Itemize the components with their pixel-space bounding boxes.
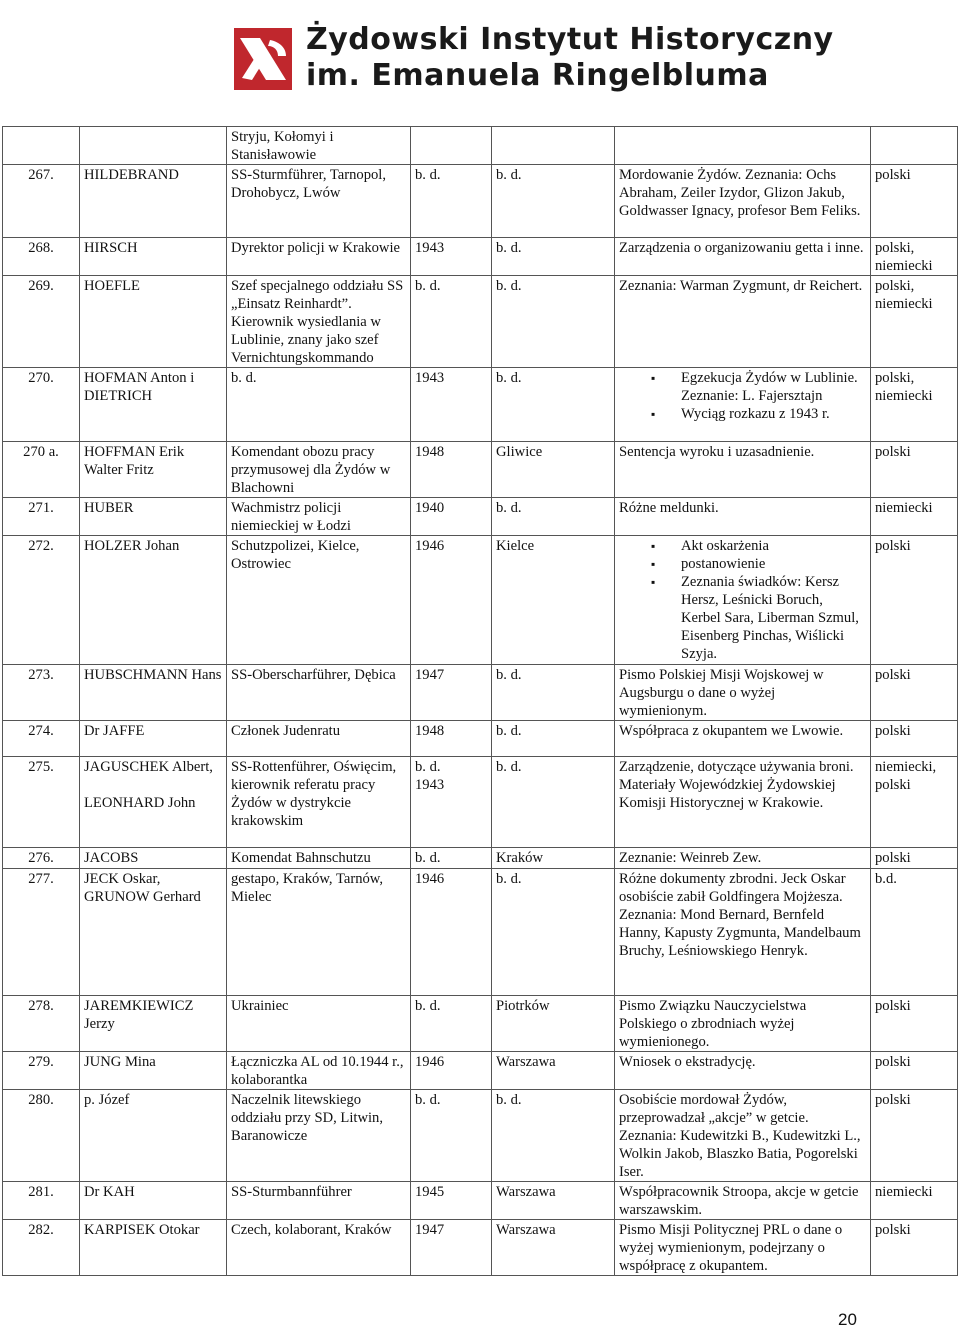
record-date: b. d. [411, 276, 492, 368]
record-date: 1948 [411, 442, 492, 498]
person-function: SS-Sturmführer, Tarnopol, Drohobycz, Lwów [227, 165, 411, 238]
person-name: JAREMKIEWICZ Jerzy [80, 996, 227, 1052]
record-place: Kielce [492, 536, 615, 665]
record-place [492, 127, 615, 165]
record-language: polski [871, 536, 958, 665]
record-place: b. d. [492, 1090, 615, 1182]
record-description-1: Różne dokumenty zbrodni. Jeck Oskar osobiście zabił Goldfingera Mojżesza. [619, 871, 846, 905]
record-place: b. d. [492, 498, 615, 536]
record-date: 1946 [411, 869, 492, 996]
record-description-1: Zarządzenie, dotyczące używania broni. [619, 759, 854, 775]
table-row [3, 238, 958, 276]
record-number: 274. [3, 721, 80, 757]
table-row [3, 757, 958, 848]
record-language: polski [871, 996, 958, 1052]
table-row [3, 1182, 958, 1220]
record-place: Warszawa [492, 1220, 615, 1276]
person-name: HUBSCHMANN Hans [80, 665, 227, 721]
record-description-2: Zeznania: Mond Bernard, Bernfeld Hanny, Kapusty Zygmunta, Mandelbaum Bruchy, Leśniowskiego Henryk. [619, 907, 861, 959]
record-place: Kraków [492, 848, 615, 869]
record-date: 1947 [411, 1220, 492, 1276]
record-description: Wniosek o ekstradycję. [615, 1052, 871, 1090]
record-description: Mordowanie Żydów. Zeznania: Ochs Abraham, Zeiler Izydor, Glizon Jakub, Goldwasser Ignacy, profesor Bem Feliks. [615, 165, 871, 238]
record-language: polski [871, 1090, 958, 1182]
record-language [871, 127, 958, 165]
record-description: Pismo Polskiej Misji Wojskowej w Augsburgu o dane o wyżej wymienionym. [615, 665, 871, 721]
record-place: b. d. [492, 165, 615, 238]
record-language: niemiecki [871, 498, 958, 536]
record-date: 1947 [411, 665, 492, 721]
record-language: polski, niemiecki [871, 238, 958, 276]
record-language: polski [871, 665, 958, 721]
archive-table [2, 126, 957, 1276]
person-function: Członek Judenratu [227, 721, 411, 757]
record-date: b. d. [411, 1090, 492, 1182]
record-language: polski, niemiecki [871, 276, 958, 368]
table-row [3, 165, 958, 238]
record-number: 279. [3, 1052, 80, 1090]
person-name: HOEFLE [80, 276, 227, 368]
list-item: ▪ Wyciąg rozkazu z 1943 r. [681, 405, 866, 423]
record-place: b. d. [492, 757, 615, 848]
record-number: 278. [3, 996, 80, 1052]
record-language: polski [871, 1052, 958, 1090]
record-language: polski [871, 442, 958, 498]
person-name: Dr KAH [80, 1182, 227, 1220]
record-description: Pismo Związku Nauczycielstwa Polskiego o zbrodniach wyżej wymienionego. [615, 996, 871, 1052]
table-row [3, 127, 958, 165]
record-number: 270. [3, 368, 80, 442]
record-language: polski [871, 165, 958, 238]
table-row [3, 498, 958, 536]
person-function: gestapo, Kraków, Tarnów, Mielec [227, 869, 411, 996]
record-place: b. d. [492, 238, 615, 276]
person-name: JUNG Mina [80, 1052, 227, 1090]
person-name: HOFFMAN Erik Walter Fritz [80, 442, 227, 498]
table-row [3, 721, 958, 757]
record-number: 271. [3, 498, 80, 536]
record-description: Zeznanie: Weinreb Zew. [615, 848, 871, 869]
record-place: Gliwice [492, 442, 615, 498]
person-function: Łączniczka AL od 10.1944 r., kolaborantka [227, 1052, 411, 1090]
record-description [615, 127, 871, 165]
record-number: 276. [3, 848, 80, 869]
person-name-1: JAGUSCHEK Albert, [84, 759, 213, 775]
record-number: 277. [3, 869, 80, 996]
table-row [3, 536, 958, 665]
record-description: Zarządzenia o organizowaniu getta i inne. [615, 238, 871, 276]
list-item: ▪ Akt oskarżenia [681, 537, 866, 555]
record-description: Różne meldunki. [615, 498, 871, 536]
person-function: Komendant obozu pracy przymusowej dla Żydów w Blachowni [227, 442, 411, 498]
person-name: HILDEBRAND [80, 165, 227, 238]
person-name: KARPISEK Otokar [80, 1220, 227, 1276]
table-row [3, 1220, 958, 1276]
person-name-2: LEONHARD John [84, 795, 196, 811]
table-row [3, 276, 958, 368]
record-number: 282. [3, 1220, 80, 1276]
person-name: JACOBS [80, 848, 227, 869]
person-function: Dyrektor policji w Krakowie [227, 238, 411, 276]
person-function: Stryju, Kołomyi i Stanisławowie [227, 127, 411, 165]
record-date: b. d. [411, 165, 492, 238]
table-row [3, 442, 958, 498]
record-description: Współpracownik Stroopa, akcje w getcie warszawskim. [615, 1182, 871, 1220]
list-item: ▪ Egzekucja Żydów w Lublinie. Zeznanie: L. Fajersztajn [681, 369, 866, 405]
record-date: 1946 [411, 536, 492, 665]
record-date: b. d. [411, 848, 492, 869]
table-row [3, 869, 958, 996]
record-number: 275. [3, 757, 80, 848]
record-description-2: Materiały Wojewódzkiej Żydowskiej Komisji Historycznej w Krakowie. [619, 777, 836, 811]
record-place: b. d. [492, 869, 615, 996]
record-number [3, 127, 80, 165]
institute-name: Żydowski Instytut Historyczny [306, 22, 834, 57]
record-description [615, 869, 871, 996]
person-function: Naczelnik litewskiego oddziału przy SD, Litwin, Baranowicze [227, 1090, 411, 1182]
record-number: 269. [3, 276, 80, 368]
record-number: 281. [3, 1182, 80, 1220]
record-date [411, 757, 492, 848]
list-item: ▪ Zeznania świadków: Kersz Hersz, Leśnicki Boruch, Kerbel Sara, Liberman Szmul, Eisenberg Pinchas, Wiślicki Szyja. [681, 573, 866, 663]
person-function: Szef specjalnego oddziału SS „Einsatz Reinhardt”. Kierownik wysiedlania w Lublinie, znany jako szef Vernichtungskommando [227, 276, 411, 368]
record-description [615, 757, 871, 848]
table-row [3, 665, 958, 721]
record-description: Sentencja wyroku i uzasadnienie. [615, 442, 871, 498]
person-function: SS-Rottenführer, Oświęcim, kierownik referatu pracy Żydów w dystrykcie krakowskim [227, 757, 411, 848]
person-function: Wachmistrz policji niemieckiej w Łodzi [227, 498, 411, 536]
record-place: b. d. [492, 721, 615, 757]
record-place: b. d. [492, 368, 615, 442]
list-item: ▪ postanowienie [681, 555, 866, 573]
record-date: 1945 [411, 1182, 492, 1220]
person-name [80, 127, 227, 165]
person-name: HIRSCH [80, 238, 227, 276]
record-description [615, 536, 871, 665]
person-function: SS-Oberscharführer, Dębica [227, 665, 411, 721]
record-number: 267. [3, 165, 80, 238]
record-language: polski [871, 721, 958, 757]
record-place: Warszawa [492, 1052, 615, 1090]
person-name: HOLZER Johan [80, 536, 227, 665]
person-name: p. Józef [80, 1090, 227, 1182]
record-language: b.d. [871, 869, 958, 996]
page-number: 20 [838, 1310, 857, 1329]
record-description: Osobiście mordował Żydów, przeprowadzał „akcje” w getcie. Zeznania: Kudewitzki B., Kudewitzki L., Wolkin Jakob, Blaszko Batia, Pogorelski Iser. [615, 1090, 871, 1182]
record-date-2: 1943 [415, 777, 445, 793]
record-date [411, 127, 492, 165]
record-language: niemiecki, polski [871, 757, 958, 848]
person-name: HOFMAN Anton i DIETRICH [80, 368, 227, 442]
record-place: Warszawa [492, 1182, 615, 1220]
record-date-1: b. d. [415, 759, 441, 775]
record-place: Piotrków [492, 996, 615, 1052]
person-name [80, 757, 227, 848]
record-description [615, 368, 871, 442]
table-row [3, 996, 958, 1052]
table-row [3, 1052, 958, 1090]
record-date: 1943 [411, 368, 492, 442]
person-name: HUBER [80, 498, 227, 536]
record-date: 1943 [411, 238, 492, 276]
table-row [3, 368, 958, 442]
table-row [3, 848, 958, 869]
institute-subname: im. Emanuela Ringelbluma [306, 58, 769, 93]
record-number: 273. [3, 665, 80, 721]
person-function: Komendat Bahnschutzu [227, 848, 411, 869]
record-language: polski [871, 848, 958, 869]
record-number: 280. [3, 1090, 80, 1182]
record-language: niemiecki [871, 1182, 958, 1220]
person-function: Schutzpolizei, Kielce, Ostrowiec [227, 536, 411, 665]
record-description: Współpraca z okupantem we Lwowie. [615, 721, 871, 757]
page-header [0, 0, 960, 120]
record-number: 272. [3, 536, 80, 665]
institute-logo-icon [234, 28, 292, 90]
record-date: 1948 [411, 721, 492, 757]
record-number: 268. [3, 238, 80, 276]
record-description: Pismo Misji Politycznej PRL o dane o wyżej wymienionym, podejrzany o współpracę z okupantem. [615, 1220, 871, 1276]
person-function: b. d. [227, 368, 411, 442]
person-name: JECK Oskar, GRUNOW Gerhard [80, 869, 227, 996]
record-date: 1946 [411, 1052, 492, 1090]
person-function: Ukrainiec [227, 996, 411, 1052]
record-place: b. d. [492, 665, 615, 721]
table-row [3, 1090, 958, 1182]
person-function: SS-Sturmbannführer [227, 1182, 411, 1220]
record-language: polski, niemiecki [871, 368, 958, 442]
record-number: 270 a. [3, 442, 80, 498]
record-language: polski [871, 1220, 958, 1276]
person-function: Czech, kolaborant, Kraków [227, 1220, 411, 1276]
record-description: Zeznania: Warman Zygmunt, dr Reichert. [615, 276, 871, 368]
record-place: b. d. [492, 276, 615, 368]
record-date: b. d. [411, 996, 492, 1052]
person-name: Dr JAFFE [80, 721, 227, 757]
record-date: 1940 [411, 498, 492, 536]
